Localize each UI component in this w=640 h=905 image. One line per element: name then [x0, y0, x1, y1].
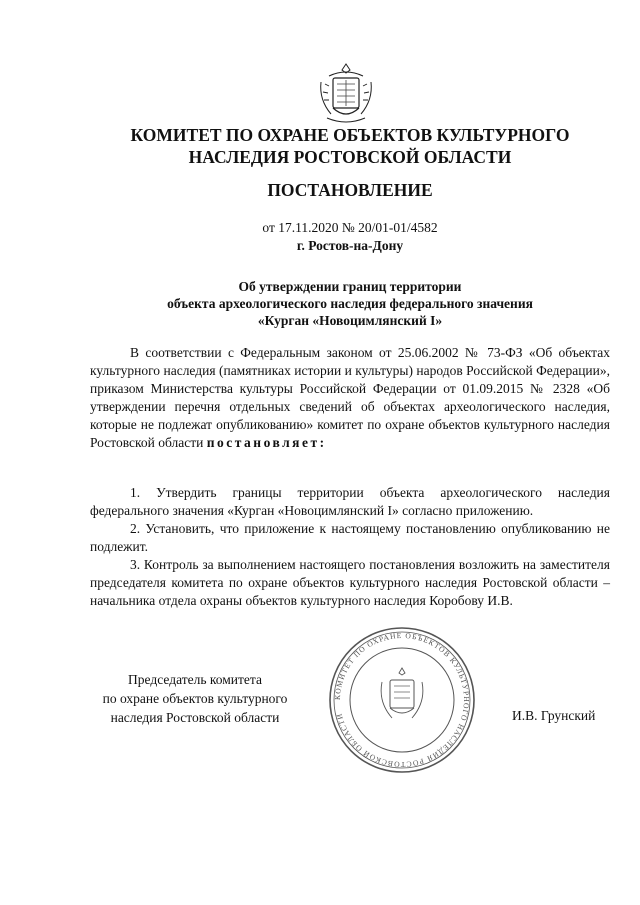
document-date-number: от 17.11.2020 № 20/01-01/4582	[262, 220, 438, 235]
signatory-position	[90, 670, 300, 727]
document-type: ПОСТАНОВЛЕНИЕ	[267, 180, 433, 200]
resolution-item: 1. Утвердить границы территории объекта археологического наследия федерального значения «Курган «Новоцимлянский I» согласно приложению.	[90, 485, 610, 518]
position-line2: по охране объектов культурного	[102, 691, 288, 706]
resolution-item: 3. Контроль за выполнением настоящего постановления возложить на заместителя председателя комитета по охране объектов культурного наследия Ростовской области – начальника отдела охраны объектов культурного наследия Коробову И.В.	[90, 557, 610, 608]
resolution-items	[90, 484, 610, 610]
document-city: г. Ростов-на-Дону	[296, 238, 404, 253]
preamble-text: В соответствии с Федеральным законом от 25.06.2002 № 73-ФЗ «Об объектах культурного наследия (памятниках истории и культуры) народов Российской Федерации», приказом Министерства культуры Российской Федерации от 01.09.2015 № 2328 «Об утверждении перечня отдельных сведений об объектах археологического наследия, которые не подлежат опубликованию» комитет по охране объектов культурного наследия Ростовской области	[90, 345, 610, 450]
subject-line3: «Курган «Новоцимлянский I»	[257, 313, 443, 328]
document-subject	[80, 278, 620, 329]
preamble-paragraph	[90, 344, 610, 452]
position-line3: наследия Ростовской области	[110, 710, 280, 725]
coat-of-arms-icon	[317, 62, 375, 124]
organization-title-line1: КОМИТЕТ ПО ОХРАНЕ ОБЪЕКТОВ КУЛЬТУРНОГО	[130, 125, 570, 145]
organization-title	[80, 124, 620, 168]
subject-line2: объекта археологического наследия федерального значения	[167, 296, 533, 311]
resolution-item: 2. Установить, что приложение к настоящему постановлению опубликованию не подлежит.	[90, 521, 610, 554]
position-line1: Председатель комитета	[128, 672, 262, 687]
signatory-name: И.В. Грунский	[512, 708, 596, 723]
resolves-word: постановляет:	[206, 435, 327, 450]
official-seal	[326, 624, 478, 776]
seal-emblem-icon	[381, 668, 423, 718]
subject-line1: Об утверждении границ территории	[238, 279, 462, 294]
seal-text: КОМИТЕТ ПО ОХРАНЕ ОБЪЕКТОВ КУЛЬТУРНОГО НАСЛЕДИЯ РОСТОВСКОЙ ОБЛАСТИ	[332, 630, 472, 770]
organization-title-line2: НАСЛЕДИЯ РОСТОВСКОЙ ОБЛАСТИ	[188, 147, 512, 167]
